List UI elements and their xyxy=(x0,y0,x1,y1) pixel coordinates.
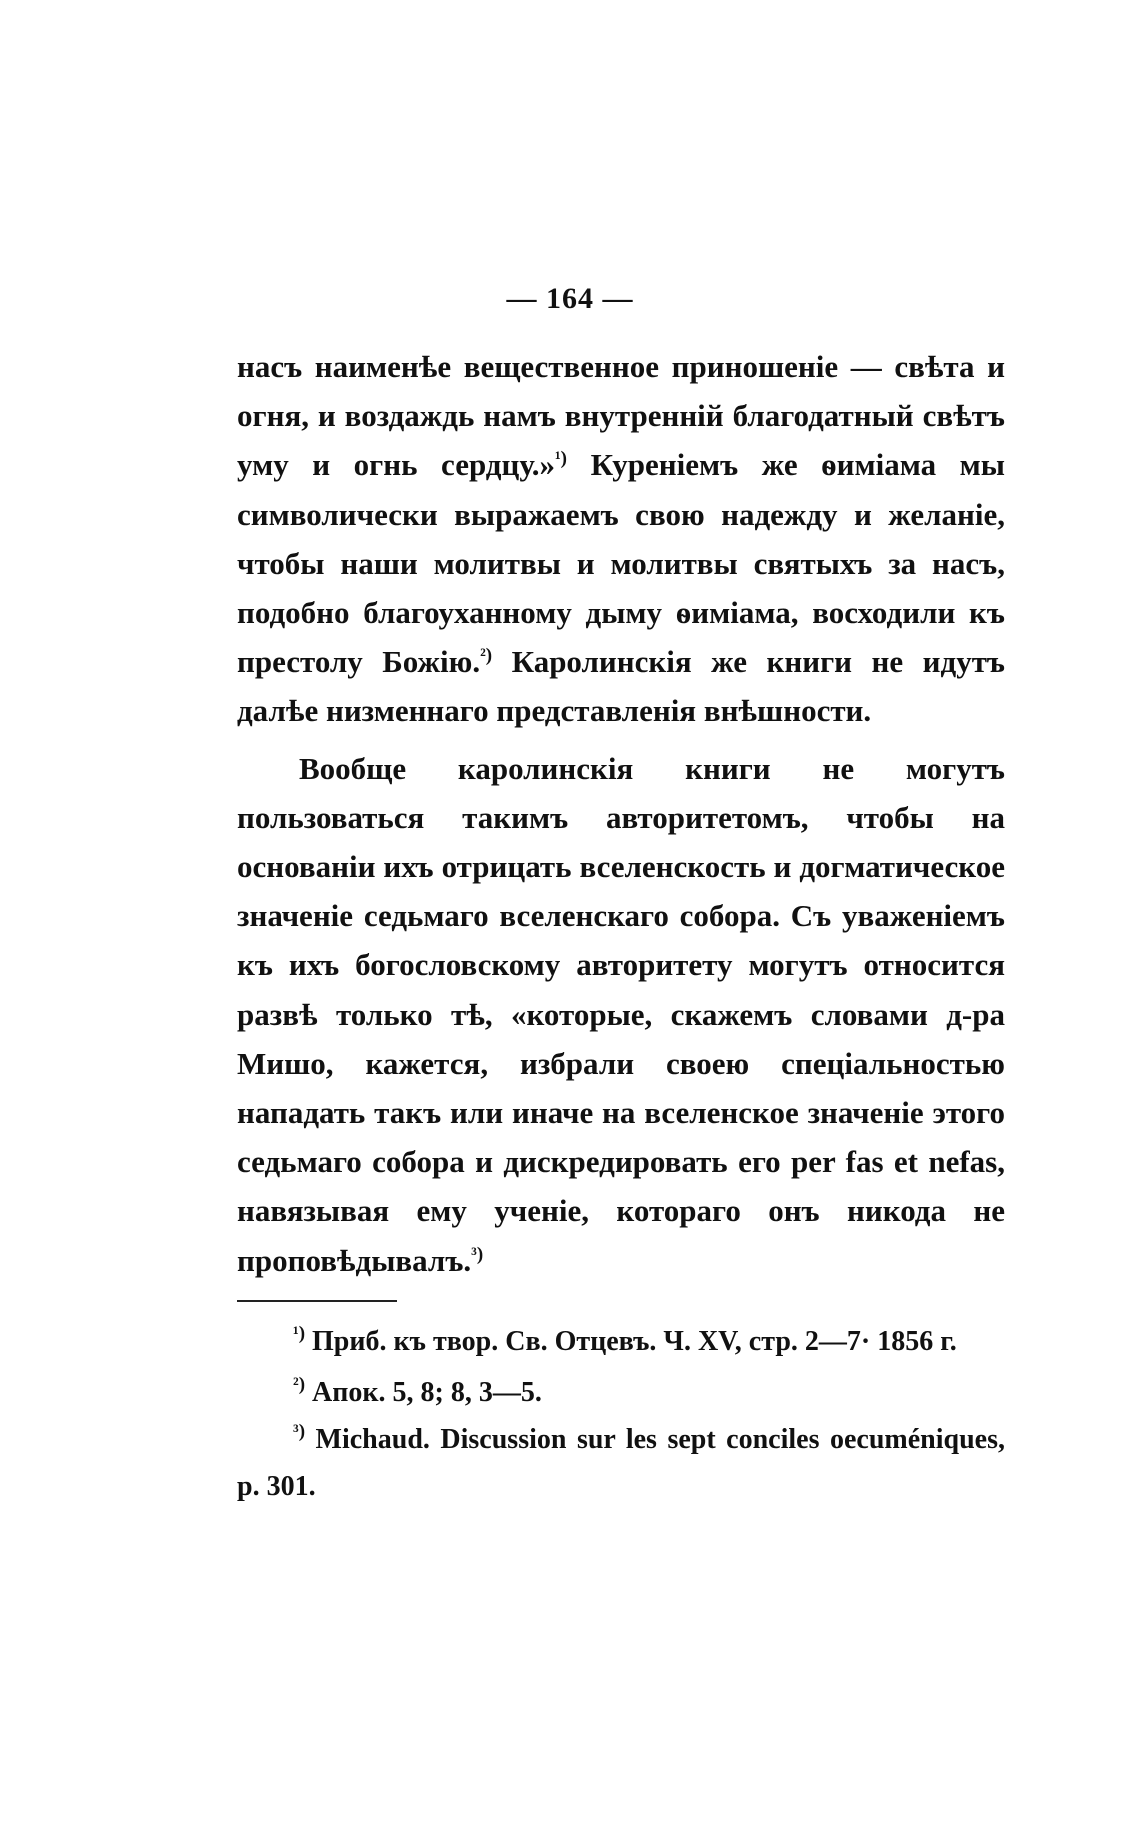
paragraph-1-part-c: Каролинскія же книги не идутъ далѣе низменнаго представленія внѣшности. xyxy=(237,644,1005,729)
footnote-2-text: Апок. 5, 8; 8, 3—5. xyxy=(305,1377,542,1408)
main-text xyxy=(237,342,1005,1285)
paragraph-1 xyxy=(237,342,1005,736)
paragraph-2-text: Вообще каролинскія книги не могутъ пользоваться такимъ авторитетомъ, чтобы на основаніи ихъ отрицать вселенскость и догматическое значеніе седьмаго вселенскаго собора. Съ уваженіемъ къ ихъ богословскому авторитету могутъ относится развѣ только тѣ, «которые, скажемъ словами д-ра Мишо, кажется, избрали своею спеціальностью нападать такъ или иначе на вселенское значеніе этого седьмаго собора и дискредировать его per fas et nefas, навязывая ему ученіе, котораго онъ никода не проповѣдывалъ. xyxy=(237,750,1005,1278)
footnote-ref-1: ¹) xyxy=(554,448,568,470)
footnote-3-text: Michaud. Discussion sur les sept conciles oecuméniques, p. 301. xyxy=(237,1424,1005,1502)
footnote-1-text: Приб. къ твор. Св. Отцевъ. Ч. XV, стр. 2—7· 1856 г. xyxy=(305,1326,957,1357)
footnote-ref-3: ³) xyxy=(471,1243,484,1265)
footnote-1 xyxy=(237,1318,1005,1365)
paragraph-2 xyxy=(237,744,1005,1285)
footnote-3 xyxy=(237,1416,1005,1510)
footnote-2-mark: ²) xyxy=(293,1374,306,1395)
paragraph-1-part-a: насъ наименѣе вещественное приношеніе — свѣта и огня, и воздаждь намъ внутренній благодатный свѣтъ уму и огнь сердцу.» xyxy=(237,349,1005,483)
footnote-1-mark: ¹) xyxy=(293,1323,306,1344)
footnotes xyxy=(237,1318,1005,1510)
footnote-ref-2: ²) xyxy=(480,645,493,667)
page-number: — 164 — xyxy=(506,282,634,315)
footnote-separator xyxy=(237,1300,397,1302)
footnote-2 xyxy=(237,1369,1005,1416)
paragraph-1-part-b: Куреніемъ же ѳиміама мы символически выражаемъ свою надежду и желаніе, чтобы наши молитвы и молитвы святыхъ за насъ, подобно благоуханному дыму ѳиміама, восходили къ престолу Божію. xyxy=(237,447,1005,680)
footnote-3-mark: ³) xyxy=(293,1421,306,1442)
